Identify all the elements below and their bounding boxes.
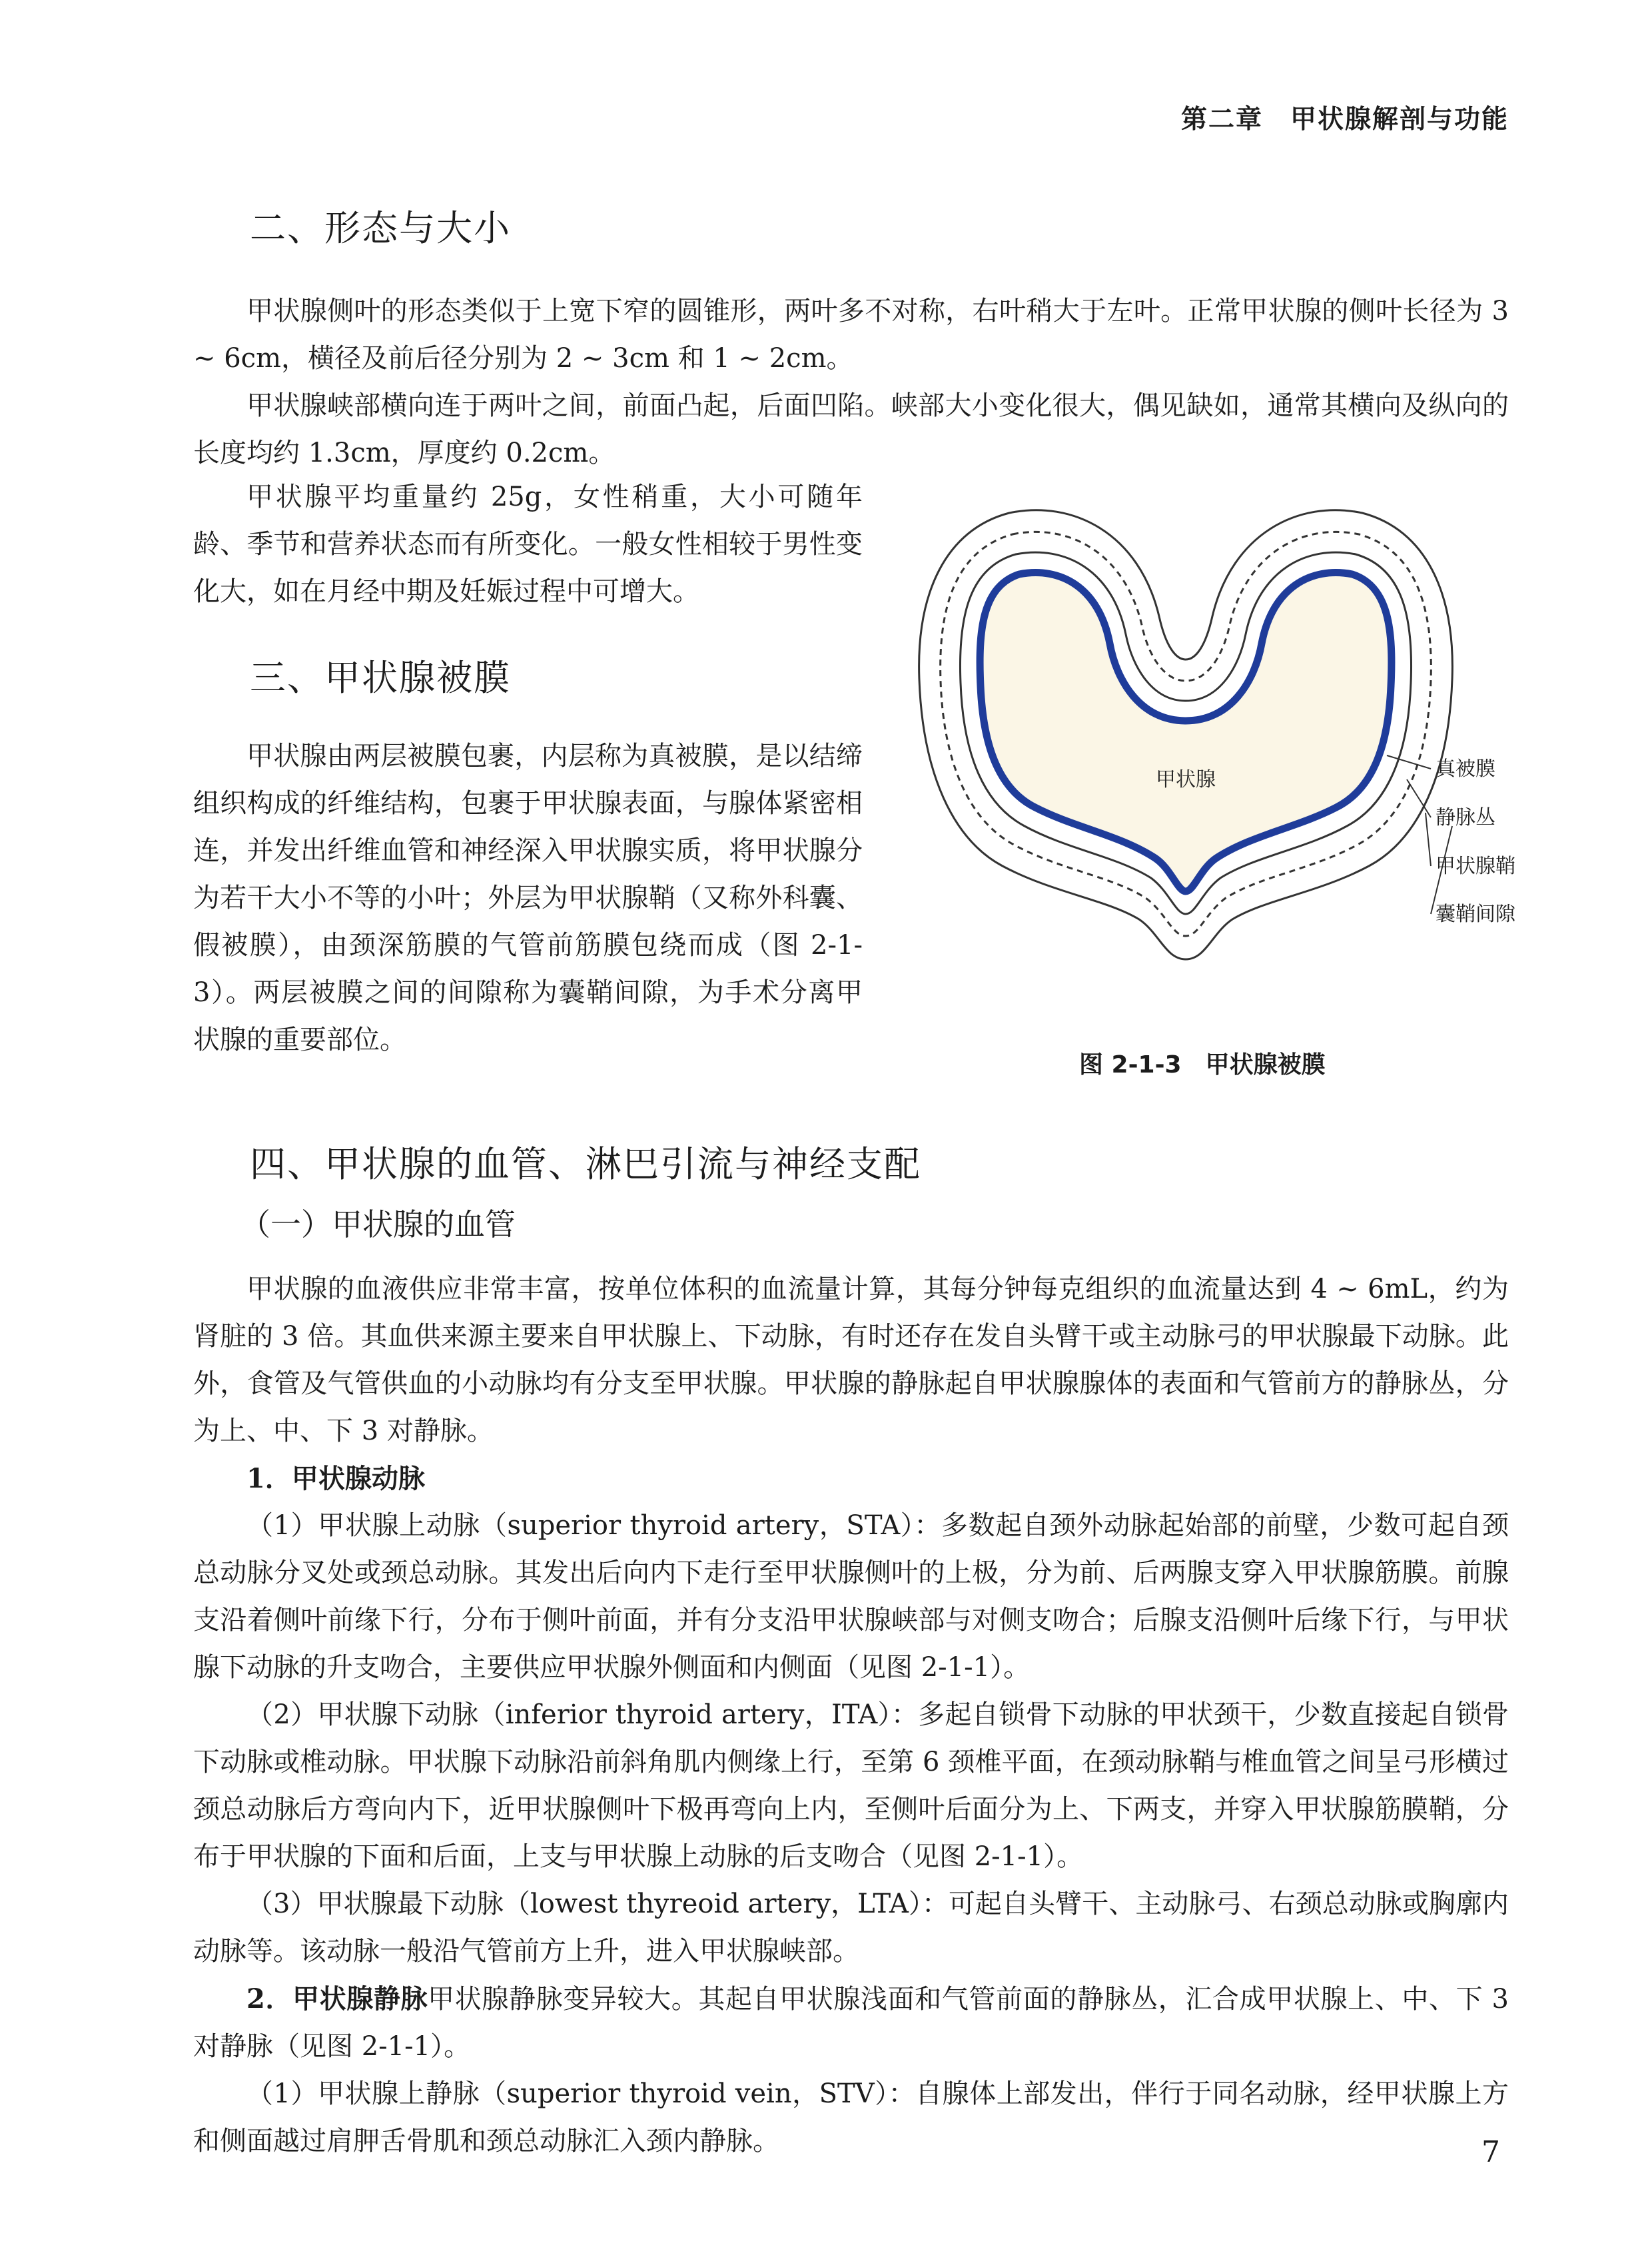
paragraph: （2）甲状腺下动脉（inferior thyroid artery，ITA）：多起自锁骨下动脉的甲状颈干，少数直接起自锁骨下动脉或椎动脉。甲状腺下动脉沿前斜角肌内侧缘上行，至第 6 颈椎平面，在颈动脉鞘与椎血管之间呈弓形横过颈总动脉后方弯向内下，近甲状腺侧叶下极再弯向上内，至侧叶后面分为上、下两支，并穿入甲状腺筋膜鞘，分布于甲状腺的下面和后面，上支与甲状腺上动脉的后支吻合（见图 2-1-1）。 <box>193 1699 1509 1872</box>
running-header: 第二章 甲状腺解剖与功能 <box>1180 105 1509 135</box>
vein-lead-text: 甲状腺静脉变异较大。其起自甲状腺浅面和气管前面的静脉丛，汇合成甲状腺上、中、下 3 对静脉（见图 2-1-1）。 <box>193 1984 1509 2062</box>
thyroid-capsule-figure <box>893 493 1519 1039</box>
paragraph: 甲状腺侧叶的形态类似于上宽下窄的圆锥形，两叶多不对称，右叶稍大于左叶。正常甲状腺的侧叶长径为 3 ~ 6cm，横径及前后径分别为 2 ~ 3cm 和 1 ~ 2cm。 <box>193 296 1509 374</box>
page-number: 7 <box>1481 2135 1500 2169</box>
gland-label: 甲状腺 <box>1156 768 1216 791</box>
leader-line <box>1426 813 1431 866</box>
vessels-body <box>193 1266 1509 2165</box>
paragraph <box>193 1975 1509 2070</box>
vein-heading: 2．甲状腺静脉 <box>246 1983 428 2015</box>
true-capsule <box>980 573 1392 891</box>
section-title-capsule: 三、甲状腺被膜 <box>250 657 511 699</box>
label-capsule-gap: 囊鞘间隙 <box>1436 903 1515 926</box>
section-title-vessels: 四、甲状腺的血管、淋巴引流与神经支配 <box>250 1143 921 1185</box>
morphology-body <box>193 288 1509 477</box>
paragraph: 甲状腺峡部横向连于两叶之间，前面凸起，后面凹陷。峡部大小变化很大，偶见缺如，通常其横向及纵向的长度均约 1.3cm，厚度约 0.2cm。 <box>193 390 1509 468</box>
paragraph: （1）甲状腺上动脉（superior thyroid artery，STA）：多数起自颈外动脉起始部的前壁，少数可起自颈总动脉分叉处或颈总动脉。其发出后向内下走行至甲状腺侧叶的上极，分为前、后两腺支穿入甲状腺筋膜。前腺支沿着侧叶前缘下行，分布于侧叶前面，并有分支沿甲状腺峡部与对侧支吻合；后腺支沿侧叶后缘下行，与甲状腺下动脉的升支吻合，主要供应甲状腺外侧面和内侧面（见图 2-1-1）。 <box>193 1510 1509 1683</box>
label-venous-plexus: 静脉丛 <box>1436 806 1495 829</box>
label-thyroid-sheath: 甲状腺鞘 <box>1436 855 1515 878</box>
subsection-title-blood-vessels: （一）甲状腺的血管 <box>240 1206 516 1242</box>
figure-caption: 图 2-1-3 甲状腺被膜 <box>1079 1051 1326 1079</box>
capsule-body <box>193 733 863 1064</box>
weight-paragraph-block <box>193 474 863 616</box>
paragraph: 甲状腺平均重量约 25g，女性稍重，大小可随年龄、季节和营养状态而有所变化。一般女性相较于男性变化大，如在月经中期及妊娠过程中可增大。 <box>193 482 863 607</box>
paragraph: （1）甲状腺上静脉（superior thyroid vein，STV）：自腺体上部发出，伴行于同名动脉，经甲状腺上方和侧面越过肩胛舌骨肌和颈总动脉汇入颈内静脉。 <box>193 2078 1509 2156</box>
paragraph: 甲状腺由两层被膜包裹，内层称为真被膜，是以结缔组织构成的纤维结构，包裹于甲状腺表面，与腺体紧密相连，并发出纤维血管和神经深入甲状腺实质，将甲状腺分为若干大小不等的小叶；外层为甲状腺鞘（又称外科囊、假被膜），由颈深筋膜的气管前筋膜包绕而成（图 2-1-3）。两层被膜之间的间隙称为囊鞘间隙，为手术分离甲状腺的重要部位。 <box>193 741 863 1055</box>
leader-line <box>1387 755 1431 769</box>
paragraph: （3）甲状腺最下动脉（lowest thyreoid artery，LTA）：可起自头臂干、主动脉弓、右颈总动脉或胸廓内动脉等。该动脉一般沿气管前方上升，进入甲状腺峡部。 <box>193 1889 1509 1967</box>
paragraph: 甲状腺的血液供应非常丰富，按单位体积的血流量计算，其每分钟每克组织的血流量达到 4 ~ 6mL，约为肾脏的 3 倍。其血供来源主要来自甲状腺上、下动脉，有时还存在发自头臂干或主动脉弓的甲状腺最下动脉。此外，食管及气管供血的小动脉均有分支至甲状腺。甲状腺的静脉起自甲状腺腺体的表面和气管前方的静脉丛，分为上、中、下 3 对静脉。 <box>193 1274 1509 1446</box>
label-true-capsule: 真被膜 <box>1436 757 1495 781</box>
artery-heading: 1．甲状腺动脉 <box>246 1463 425 1494</box>
section-title-morphology: 二、形态与大小 <box>250 207 511 249</box>
